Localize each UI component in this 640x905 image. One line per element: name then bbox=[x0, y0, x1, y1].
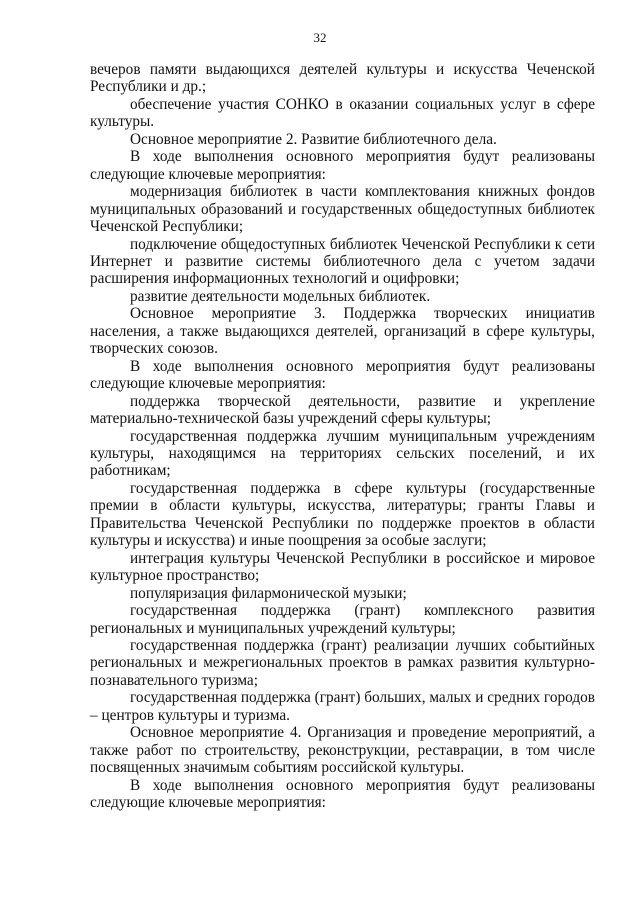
paragraph-main-measure-4: Основное мероприятие 4. Организация и проведение мероприятий, а также работ по строительству, реконструкции, реставрации, в том числе посвященных значимым событиям российской культуры. bbox=[90, 724, 595, 777]
paragraph-continuation: вечеров памяти выдающихся деятелей культуры и искусства Чеченской Республики и др.; bbox=[90, 61, 595, 96]
paragraph-grant-tourism-projects: государственная поддержка (грант) реализации лучших событийных региональных и межрегиональных проектов в рамках развития культурно-познавательного туризма; bbox=[90, 636, 595, 689]
paragraph-culture-integration: интеграция культуры Чеченской Республики в российское и мировое культурное пространство; bbox=[90, 549, 595, 585]
paragraph-rural-institutions: государственная поддержка лучшим муниципальным учреждениям культуры, находящимся на территориях сельских поселений, и их работникам; bbox=[90, 427, 595, 480]
paragraph-library-modernization: модернизация библиотек в части комплектования книжных фондов муниципальных образований и государственных общедоступных библиотек Чеченской Республики; bbox=[90, 183, 595, 236]
paragraph-model-libraries: развитие деятельности модельных библиотек. bbox=[130, 287, 431, 305]
paragraph-grant-cities: государственная поддержка (грант) больших, малых и средних городов – центров культуры и туризма. bbox=[90, 689, 595, 724]
paragraph-grant-institutions: государственная поддержка (грант) комплексного развития региональных и муниципальных учреждений культуры; bbox=[90, 602, 595, 637]
paragraph-philharmonic: популяризация филармонической музыки; bbox=[130, 584, 407, 602]
paragraph-key-measures-intro: В ходе выполнения основного мероприятия будут реализованы следующие ключевые мероприятия: bbox=[90, 776, 595, 812]
paragraph-sonko-services: обеспечение участия СОНКО в оказании социальных услуг в сфере культуры. bbox=[90, 95, 595, 131]
paragraph-state-awards: государственная поддержка в сфере культуры (государственные премии в области культуры, искусства, литературы; гранты Главы и Правительства Чеченской Республики по поддержке проектов в области культуры и искусства) и иные поощрения за особые заслуги; bbox=[90, 479, 595, 550]
paragraph-key-measures-intro: В ходе выполнения основного мероприятия будут реализованы следующие ключевые мероприятия: bbox=[90, 148, 595, 183]
body-text bbox=[90, 61, 595, 811]
paragraph-creative-support: поддержка творческой деятельности, развитие и укрепление материально-технической базы учреждений сферы культуры; bbox=[90, 392, 595, 428]
paragraph-main-measure-3: Основное мероприятие 3. Поддержка творческих инициатив населения, а также выдающихся деятелей, организаций в сфере культуры, творческих союзов. bbox=[90, 305, 595, 358]
paragraph-library-internet: подключение общедоступных библиотек Чеченской Республики к сети Интернет и развитие системы библиотечного дела с учетом задачи расширения информационных технологий и оцифровки; bbox=[90, 235, 595, 288]
page-number: 32 bbox=[313, 30, 327, 45]
paragraph-key-measures-intro: В ходе выполнения основного мероприятия будут реализованы следующие ключевые мероприятия: bbox=[90, 357, 595, 393]
paragraph-main-measure-2: Основное мероприятие 2. Развитие библиотечного дела. bbox=[130, 130, 497, 148]
